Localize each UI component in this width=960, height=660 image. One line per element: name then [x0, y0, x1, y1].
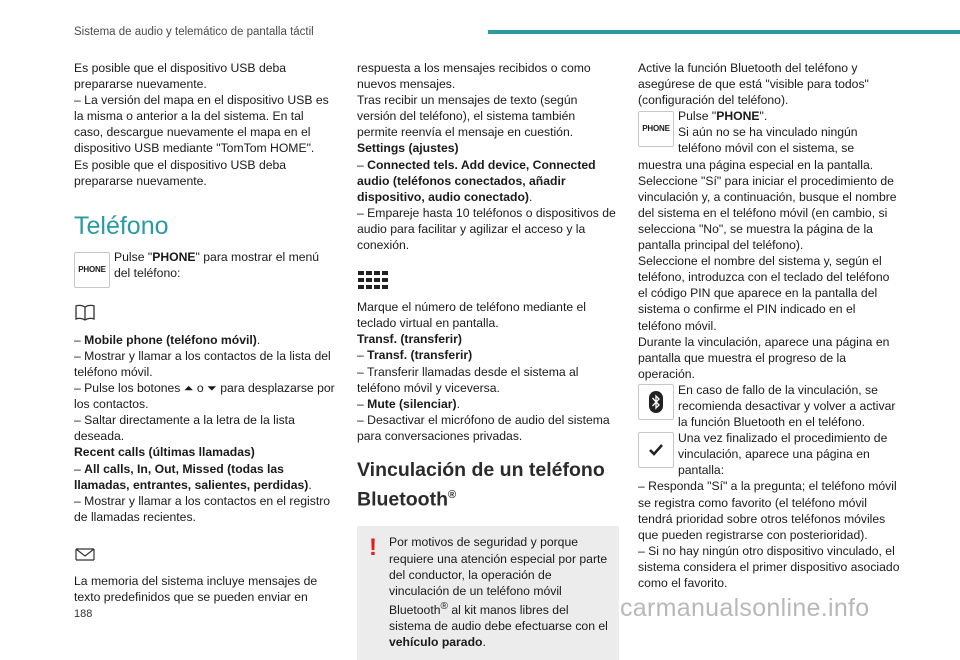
list-item: – Responda "Sí" a la pregunta; el teléfono móvil se registra como favorito (el teléfono móvil tendrá prioridad sobre otros teléfonos móviles que pueden registrarse con posterioridad).: [638, 479, 897, 542]
arrow-down-icon: ⏷: [207, 381, 217, 396]
paragraph: En caso de fallo de la vinculación, se recomienda desactivar y volver a activar la función Bluetooth en el teléfono.: [678, 382, 896, 430]
subheading-transfer: Transf. (transferir): [357, 332, 462, 347]
contacts-book-icon: [74, 302, 96, 324]
checkmark-icon: [638, 432, 674, 468]
list-item: – Transferir llamadas desde el sistema al teléfono móvil y viceversa.: [357, 364, 579, 395]
phone-button-icon: PHONE: [638, 111, 674, 147]
arrow-up-icon: ⏶: [183, 381, 194, 396]
phone-instruction: [74, 249, 336, 288]
bluetooth-icon: [638, 384, 674, 420]
paragraph: Marque el número de teléfono mediante el teclado virtual en pantalla.: [357, 300, 586, 331]
section-heading-bluetooth-pairing: Vinculación de un teléfono Bluetooth®: [357, 458, 605, 511]
list-item: – Saltar directamente a la letra de la lista deseada.: [74, 413, 295, 444]
list-item: – Desactivar el micrófono de audio del sistema para conversaciones privadas.: [357, 412, 610, 443]
paragraph: Si aún no se ha vinculado ningún teléfono móvil con el sistema, se muestra una página especial en la pantalla.: [638, 125, 874, 172]
column-3: [638, 60, 900, 591]
list-item: – Empareje hasta 10 teléfonos o dispositivos de audio para facilitar y agilizar el acceso y la conexión.: [357, 205, 616, 253]
paragraph: – La versión del mapa en el dispositivo USB es la misma o anterior a la del sistema. En tal caso, descargue nuevamente el mapa en el dispositivo USB mediante "TomTom HOME".: [74, 93, 329, 156]
paragraph: Pulse "PHONE" para mostrar el menú del teléfono:: [114, 249, 320, 280]
page-number: 188: [74, 608, 93, 620]
list-item-all-calls: – All calls, In, Out, Missed (todas las llamadas, entrantes, salientes, perdidas).: [74, 461, 312, 492]
subheading-recent-calls: Recent calls (últimas llamadas): [74, 445, 255, 460]
paragraph: Tras recibir un mensajes de texto (según versión del teléfono), el sistema también permite reenvía el mensaje en cuestión.: [357, 93, 578, 140]
section-heading-telefono: Teléfono: [74, 211, 169, 240]
paragraph: Seleccione el nombre del sistema y, según el teléfono, introduzca con el teclado del teléfono el código PIN que aparece en la pantalla del sistema o confirme el PIN indicado en el teléfono móvil.: [638, 254, 890, 333]
safety-warning-box: [357, 526, 619, 660]
keypad-icon: [357, 269, 389, 291]
phone-button-icon: PHONE: [74, 252, 110, 288]
warning-icon: !: [369, 534, 377, 562]
list-item: – Mostrar y llamar a los contactos en el registro de llamadas recientes.: [74, 493, 331, 524]
warning-text: Por motivos de seguridad y porque requiere una atención especial por parte del conductor, la operación de vinculación de un teléfono móvil Bluetooth® al kit manos libres del sistema de audio debe efectuarse con el vehículo parado.: [389, 535, 608, 650]
paragraph: Pulse "PHONE".: [678, 109, 768, 124]
paragraph: respuesta a los mensajes recibidos o como nuevos mensajes.: [357, 61, 591, 92]
paragraph: Es posible que el dispositivo USB deba prepararse nuevamente.: [74, 61, 287, 92]
header-title: Sistema de audio y telemático de pantalla táctil: [74, 26, 314, 38]
envelope-icon: [74, 543, 96, 565]
column-1: [74, 60, 336, 605]
paragraph: Durante la vinculación, aparece una página en pantalla que muestra el progreso de la operación.: [638, 334, 890, 381]
list-item-transfer: – Transf. (transferir): [357, 348, 473, 363]
column-2: [357, 60, 619, 660]
list-item-mute: – Mute (silenciar).: [357, 396, 460, 411]
list-item-connected-tels: – Connected tels. Add device, Connected audio (teléfonos conectados, añadir dispositivo, audio conectado).: [357, 157, 596, 204]
paragraph: Active la función Bluetooth del teléfono y asegúrese de que está "visible para todos" (configuración del teléfono).: [638, 61, 869, 108]
list-item: – Si no hay ningún otro dispositivo vinculado, el sistema considera el primer dispositivo asociado como el favorito.: [638, 543, 900, 590]
subheading-settings: Settings (ajustes): [357, 141, 459, 156]
paragraph: Seleccione "Sí" para iniciar el procedimiento de vinculación y, a continuación, busque el nombre del sistema en el teléfono móvil (en cambio, si selecciona "No", se muestra la página de la pantalla principal del teléfono).: [638, 173, 897, 253]
list-item-mobile-phone: – Mobile phone (teléfono móvil).: [74, 332, 261, 347]
list-item: – Pulse los botones ⏶ o ⏷ para desplazarse por los contactos.: [74, 381, 335, 412]
paragraph: La memoria del sistema incluye mensajes de texto predefinidos que se pueden enviar en: [74, 573, 318, 604]
paragraph: Una vez finalizado el procedimiento de vinculación, aparece una página en pantalla:: [678, 431, 888, 478]
watermark: carmanualsonline.info: [620, 594, 870, 622]
header-accent-bar: [488, 30, 960, 34]
paragraph: Es posible que el dispositivo USB deba prepararse nuevamente.: [74, 157, 287, 188]
list-item: – Mostrar y llamar a los contactos de la lista del teléfono móvil.: [74, 348, 331, 379]
